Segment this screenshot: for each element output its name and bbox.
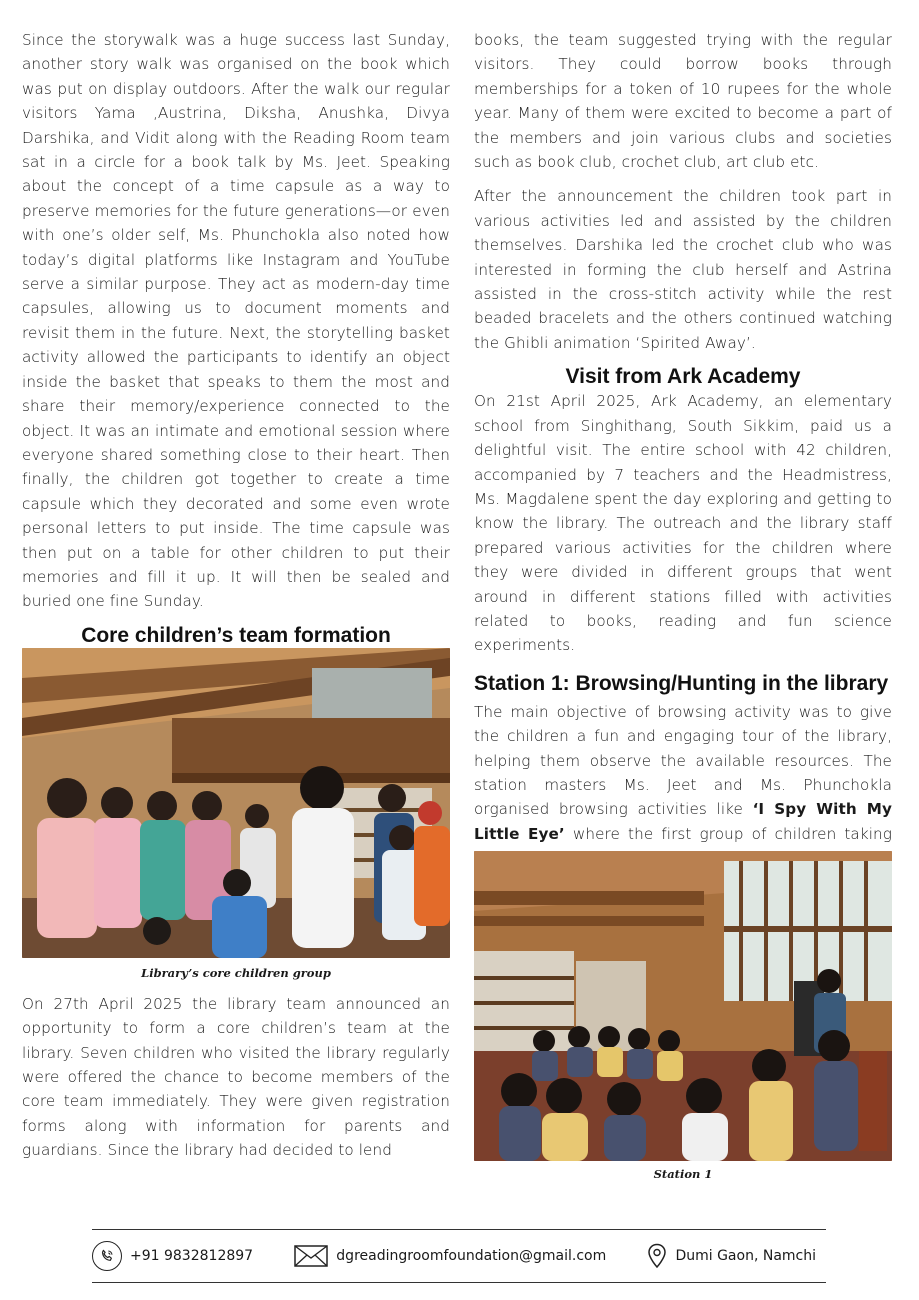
envelope-icon <box>294 1245 328 1267</box>
footer-email <box>294 1245 606 1267</box>
map-pin-icon <box>647 1243 667 1269</box>
browsing-text-end: where the first group of children taking <box>572 824 892 843</box>
browsing-activity-name: ‘I Spy With My Little Eye’ <box>474 800 893 843</box>
phone-number[interactable]: +91 9832812897 <box>130 1248 254 1264</box>
ark-academy-heading: Visit from Ark Academy <box>565 365 801 389</box>
email-address[interactable]: dgreadingroomfoundation@gmail.com <box>336 1248 607 1264</box>
story-walk-paragraph: Since the storywalk was a huge success last Sunday, another story walk was organised on the book which was put on display outdoors. After the walk our regular visitors Yama ,Austrina, Diksha, Anushka, Divya Darshika, and Vidit along with the Reading Room team sat in a circle for a book talk by Ms. Jeet. Speaking about the concept of a time capsule as a way to preserve memories for the future generations—or even with one’s older self, Ms. Phunchokla also noted how today’s digital platforms like Instagram and YouTube serve a similar purpose. They act as modern-day time capsules, allowing us to document moments and revisit them in the future. Next, the storytelling basket activity allowed the participants to identify an object inside the basket that speaks to them the most and share their memory/experience connected to the object. It was an intimate and emotional session where everyone shared something close to their heart. Then finally, the children got together to create a time capsule which they decorated and some even wrote personal letters to put inside. The time capsule was then put on a table for other children to put their memories and fill it up. It will then be sealed and buried one fine Sunday. <box>22 31 450 611</box>
browsing-text-start: The main objective of browsing activity was to give the children a fun and engaging tour of the library, helping them observe the available resources. The station masters Ms. Jeet and Ms. Phunchokla organised browsing activities like <box>474 702 892 819</box>
core-team-heading: Core children’s team formation <box>81 623 391 647</box>
core-children-photo <box>22 648 450 958</box>
left-column <box>22 28 450 1173</box>
address-text: Dumi Gaon, Namchi <box>675 1248 816 1264</box>
footer-address <box>647 1243 816 1269</box>
core-photo-caption: Library’s core children group <box>141 965 331 980</box>
station-1-photo <box>474 851 892 1161</box>
footer-phone <box>92 1241 253 1271</box>
membership-paragraph: books, the team suggested trying with the regular visitors. They could borrow books through memberships for a token of 10 rupees for the whole year. Many of them were excited to become a part of the members and join various clubs and societies such as book club, crochet club, art club etc. <box>474 31 892 172</box>
browsing-paragraph <box>474 700 892 871</box>
core-team-paragraph: On 27th April 2025 the library team announced an opportunity to form a core children’s team at the library. Seven children who visited the library regularly were offered the chance to become members of the core team immediately. They were given registration forms along with information for parents and guardians. Since the library had decided to lend <box>22 994 450 1160</box>
contact-footer <box>92 1229 826 1283</box>
right-column <box>474 28 892 1193</box>
ark-academy-paragraph: On 21st April 2025, Ark Academy, an elementary school from Singhithang, South Sikkim, paid us a delightful visit. The entire school with 42 children, accompanied by 7 teachers and the Headmistress, Ms. Magdalene spent the day exploring and getting to know the library. The outreach and the library staff prepared various activities for the children where they were divided in different groups that went around in different stations filled with activities related to books, reading and fun science experiments. <box>474 392 892 655</box>
activities-paragraph: After the announcement the children took part in various activities led and assisted by the children themselves. Darshika led the crochet club who was interested in forming the club herself and Astrina assisted in the cross-stitch activity while the rest beaded bracelets and the others continued watching the Ghibli animation ‘Spirited Away’. <box>474 187 892 352</box>
station-photo-caption: Station 1 <box>653 1166 713 1181</box>
phone-icon <box>92 1241 122 1271</box>
station-1-heading: Station 1: Browsing/Hunting in the library <box>474 671 889 695</box>
